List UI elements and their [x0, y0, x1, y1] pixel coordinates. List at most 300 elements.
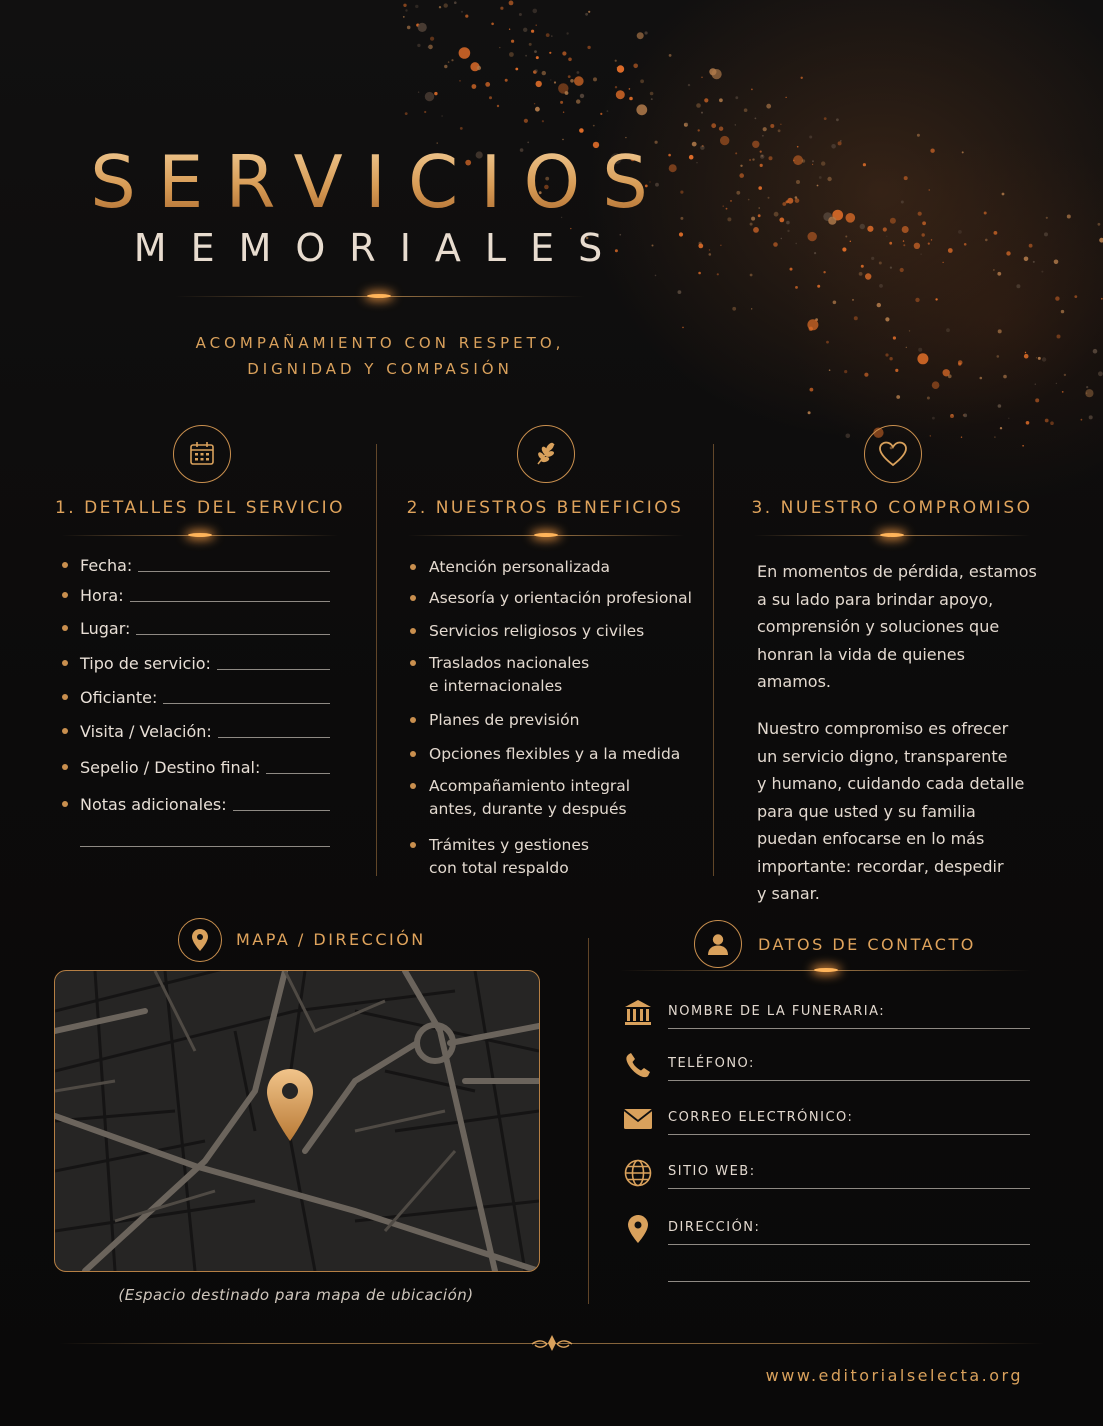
ember-particle — [701, 112, 703, 114]
ember-particle — [931, 239, 932, 240]
ember-particle — [428, 46, 430, 48]
ember-particle — [821, 161, 825, 165]
ember-particle — [817, 285, 820, 288]
ember-particle — [865, 273, 871, 279]
contact-row-telefono[interactable] — [620, 1048, 1030, 1088]
ember-particle — [546, 33, 550, 37]
ember-particle — [997, 355, 1000, 358]
field-label: Oficiante: — [80, 688, 158, 707]
ember-particle — [1000, 427, 1002, 429]
ember-particle — [633, 64, 638, 69]
ember-particle — [704, 98, 708, 102]
ember-particle — [460, 127, 463, 130]
ember-particle — [593, 125, 595, 127]
main-subtitle: MEMORIALES — [133, 226, 627, 270]
ember-particle — [963, 414, 967, 418]
ember-particle — [932, 381, 940, 389]
ember-particle — [574, 76, 584, 86]
field-label: Visita / Velación: — [80, 722, 212, 741]
ember-particle — [895, 369, 898, 372]
ember-particle — [812, 160, 814, 162]
benefit-text: antes, durante y después — [429, 800, 627, 818]
ember-particle — [838, 141, 842, 145]
section-divider-glow — [534, 533, 558, 537]
ember-particle — [896, 395, 900, 399]
ember-particle — [1085, 389, 1093, 397]
benefit-item — [410, 620, 719, 643]
ember-particle — [863, 163, 866, 166]
benefit-text: Asesoría y orientación profesional — [429, 589, 692, 607]
ember-particle — [536, 56, 539, 59]
field-label: Lugar: — [80, 619, 131, 638]
ember-particle — [918, 212, 922, 216]
ember-particle — [444, 3, 448, 7]
ember-particle — [889, 242, 892, 245]
ember-particle — [1035, 384, 1036, 385]
envelope-icon — [620, 1102, 656, 1136]
ember-particle — [1098, 223, 1101, 226]
ember-particle — [1044, 232, 1048, 236]
commitment-paragraph-2 — [757, 715, 1047, 908]
ember-particle — [795, 243, 797, 245]
location-pin-icon — [620, 1212, 656, 1246]
ember-particle — [448, 61, 450, 63]
ember-particle — [678, 290, 682, 294]
ember-particle — [1042, 357, 1046, 361]
map-placeholder[interactable] — [54, 970, 540, 1272]
ember-particle — [616, 90, 625, 99]
ember-particle — [787, 230, 789, 232]
ember-particle — [1062, 391, 1064, 393]
contact-label: SITIO WEB: — [668, 1164, 756, 1179]
field-sepelio[interactable] — [62, 758, 330, 777]
field-visita-velacion[interactable] — [62, 722, 330, 741]
ember-particle — [781, 238, 782, 239]
field-label: Notas adicionales: — [80, 795, 227, 814]
ember-particle — [549, 52, 551, 54]
ember-particle — [928, 243, 930, 245]
ember-particle — [859, 272, 863, 276]
ember-particle — [403, 4, 406, 7]
ember-particle — [1067, 215, 1071, 219]
field-input-line[interactable] — [130, 601, 330, 602]
globe-icon — [620, 1156, 656, 1190]
ember-particle — [461, 11, 463, 13]
ember-particle — [985, 239, 988, 242]
ember-particle — [1057, 335, 1061, 339]
ember-particle — [417, 44, 420, 47]
ember-particle — [509, 1, 514, 6]
ember-particle — [430, 37, 434, 41]
contact-input-line[interactable] — [668, 1188, 1030, 1189]
ember-particle — [774, 212, 779, 217]
ember-particle — [701, 77, 703, 79]
ember-particle — [439, 6, 441, 8]
ember-particle — [542, 71, 546, 75]
ember-particle — [778, 129, 781, 132]
ember-particle — [534, 69, 538, 73]
ember-particle — [845, 236, 847, 238]
ember-particle — [827, 177, 831, 181]
ember-particle — [824, 117, 827, 120]
field-lugar[interactable] — [62, 619, 330, 638]
ember-particle — [1064, 374, 1066, 376]
ember-particle — [750, 274, 753, 277]
map-pin-icon — [178, 918, 222, 962]
ember-particle — [786, 97, 787, 98]
contact-row-correo[interactable] — [620, 1102, 1030, 1142]
field-notas[interactable] — [62, 795, 330, 814]
ember-particle — [801, 77, 803, 79]
ember-particle — [685, 123, 688, 126]
ember-particle — [407, 26, 411, 30]
ember-particle — [885, 353, 888, 356]
ember-particle — [415, 5, 418, 8]
ember-particle — [491, 23, 494, 26]
ember-particle — [698, 272, 701, 275]
field-input-line[interactable] — [218, 737, 330, 738]
benefit-item — [410, 834, 719, 880]
paragraph-line: un servicio digno, transparente — [757, 746, 1008, 766]
field-input-line[interactable] — [266, 773, 330, 774]
ember-particle — [948, 248, 953, 253]
ember-particle — [1061, 310, 1064, 313]
ember-particle — [418, 92, 419, 93]
ember-particle — [826, 341, 829, 344]
ember-particle — [688, 84, 690, 86]
ember-particle — [719, 98, 723, 102]
benefit-item — [410, 709, 719, 732]
ember-particle — [1041, 271, 1043, 273]
ember-particle — [534, 50, 537, 53]
ember-particle — [883, 227, 887, 231]
website-link[interactable]: www.editorialselecta.org — [765, 1366, 1023, 1385]
benefit-text: Planes de previsión — [429, 711, 580, 729]
ember-particle — [640, 79, 644, 83]
ember-particle — [524, 119, 528, 123]
ember-particle — [709, 68, 716, 75]
commitment-paragraph-1 — [757, 558, 1047, 696]
field-input-line[interactable] — [136, 634, 330, 635]
ember-particle — [588, 11, 590, 13]
ember-particle — [529, 43, 532, 46]
ember-particle — [958, 363, 961, 366]
ember-particle — [1093, 349, 1098, 354]
ember-particle — [893, 336, 896, 339]
field-label: Fecha: — [80, 556, 133, 575]
benefit-item — [410, 587, 719, 610]
ember-particle — [961, 437, 962, 438]
ember-particle — [751, 308, 752, 309]
ember-particle — [645, 31, 648, 34]
ember-particle — [903, 240, 904, 241]
ember-particle — [1003, 375, 1007, 379]
section-divider-glow — [188, 533, 212, 537]
ember-particle — [852, 299, 854, 301]
ember-particle — [509, 52, 514, 57]
ember-particle — [607, 110, 609, 112]
contact-label: CORREO ELECTRÓNICO: — [668, 1110, 854, 1125]
ember-particle — [948, 374, 952, 378]
ember-particle — [786, 200, 789, 203]
ember-particle — [790, 268, 793, 271]
field-input-line[interactable] — [163, 703, 330, 704]
ember-particle — [565, 91, 569, 95]
benefit-text: Atención personalizada — [429, 558, 611, 576]
map-caption: (Espacio destinado para mapa de ubicación) — [118, 1286, 474, 1304]
field-input-line[interactable] — [233, 810, 330, 811]
ember-particle — [994, 231, 998, 235]
paragraph-line: comprensión y soluciones que — [757, 617, 1000, 636]
ember-particle — [914, 243, 920, 249]
paragraph-line: puedan enfocarse en lo más — [757, 829, 985, 848]
ember-particle — [669, 54, 672, 57]
ember-particle — [994, 436, 996, 438]
ember-particle — [929, 189, 930, 190]
ember-particle — [946, 328, 950, 332]
ember-particle — [636, 104, 647, 115]
field-tipo-servicio[interactable] — [62, 654, 330, 673]
ember-particle — [509, 29, 510, 30]
ember-particle — [823, 271, 825, 273]
ember-particle — [650, 92, 654, 96]
ember-particle — [1054, 260, 1059, 265]
ember-particle — [927, 397, 930, 400]
ember-particle — [935, 298, 937, 300]
ember-particle — [625, 137, 626, 138]
field-input-line[interactable] — [217, 669, 330, 670]
ember-particle — [1050, 421, 1054, 425]
field-input-line[interactable] — [138, 571, 330, 572]
ember-particle — [519, 13, 522, 16]
ember-particle — [585, 13, 588, 16]
ember-particle — [773, 242, 778, 247]
ember-particle — [566, 32, 568, 34]
benefit-text: Trámites y gestiones — [429, 836, 589, 854]
ember-particle — [871, 257, 874, 260]
ember-particle — [762, 135, 764, 137]
ember-particle — [477, 66, 481, 70]
ember-particle — [499, 47, 500, 48]
ember-particle — [1038, 357, 1041, 360]
ember-particle — [444, 65, 447, 68]
ember-particle — [542, 120, 544, 122]
ember-particle — [833, 301, 837, 305]
ember-particle — [568, 75, 571, 78]
ember-particle — [465, 15, 468, 18]
field-fecha[interactable] — [62, 556, 330, 575]
tagline-line-2: DIGNIDAD Y COMPASIÓN — [247, 360, 513, 378]
benefit-text: Servicios religiosos y civiles — [429, 622, 645, 640]
ember-particle — [1036, 357, 1037, 358]
ember-particle — [579, 128, 584, 133]
ember-particle — [515, 68, 518, 71]
ember-particle — [903, 244, 905, 246]
ember-particle — [809, 136, 812, 139]
contact-input-line[interactable] — [668, 1080, 1030, 1081]
ember-particle — [536, 25, 537, 26]
contact-row-funeraria[interactable] — [620, 996, 1030, 1036]
ember-particle — [1025, 352, 1026, 353]
ember-particle — [962, 151, 964, 153]
contact-divider-glow — [814, 968, 838, 972]
paragraph-line: para que usted y su familia — [757, 801, 976, 821]
ember-particle — [732, 307, 736, 311]
ember-particle — [717, 273, 719, 275]
ember-particle — [615, 86, 617, 88]
ember-particle — [984, 212, 987, 215]
ember-particle — [904, 176, 908, 180]
ember-particle — [812, 164, 813, 165]
ember-particle — [796, 180, 800, 184]
ember-particle — [1098, 371, 1103, 376]
field-hora[interactable] — [62, 586, 330, 605]
tagline-line-1: ACOMPAÑAMIENTO CON RESPETO, — [195, 334, 565, 352]
ember-particle — [451, 59, 453, 61]
ember-particle — [587, 46, 590, 49]
calendar-icon — [173, 425, 231, 483]
ember-particle — [909, 330, 910, 331]
ember-particle — [525, 55, 527, 57]
ember-particle — [787, 198, 793, 204]
ember-particle — [533, 9, 538, 14]
ember-particle — [879, 284, 883, 288]
ember-particle — [997, 272, 1001, 276]
ember-particle — [472, 84, 477, 89]
ember-particle — [842, 247, 846, 251]
ember-particle — [405, 9, 407, 11]
ember-particle — [1022, 445, 1024, 447]
ember-particle — [901, 201, 904, 204]
ember-particle — [505, 79, 508, 82]
ember-particle — [441, 115, 443, 117]
ember-particle — [403, 16, 405, 18]
ember-particle — [735, 96, 738, 99]
ember-particle — [819, 176, 822, 179]
ember-particle — [405, 112, 408, 115]
ember-particle — [902, 226, 909, 233]
field-label: Hora: — [80, 586, 124, 605]
ember-particle — [890, 267, 892, 269]
column-divider — [376, 444, 377, 876]
benefit-item — [410, 743, 719, 766]
ember-particle — [554, 81, 556, 83]
ember-particle — [828, 217, 836, 225]
ember-particle — [770, 124, 774, 128]
ember-particle — [560, 101, 563, 104]
ember-particle — [917, 353, 928, 364]
contact-input-line[interactable] — [668, 1028, 1030, 1029]
ember-particle — [536, 81, 542, 87]
address-extra-line[interactable] — [668, 1281, 1030, 1282]
contact-row-sitio-web[interactable] — [620, 1156, 1030, 1196]
ember-particle — [958, 230, 962, 234]
ember-particle — [454, 1, 457, 4]
ember-particle — [617, 67, 618, 68]
ember-particle — [850, 241, 851, 242]
ember-particle — [1006, 251, 1010, 255]
ember-particle — [629, 88, 631, 90]
ember-particle — [861, 265, 864, 268]
ember-particle — [751, 89, 753, 91]
notes-extra-line[interactable] — [80, 846, 330, 847]
ember-particle — [917, 134, 920, 137]
ember-particle — [1008, 418, 1009, 419]
ember-particle — [577, 71, 580, 74]
ember-particle — [755, 118, 757, 120]
benefit-text: Acompañamiento integral — [429, 777, 631, 795]
ember-particle — [719, 127, 721, 129]
ember-particle — [915, 298, 919, 302]
ember-particle — [1101, 298, 1103, 300]
ember-particle — [1089, 415, 1093, 419]
ember-particle — [744, 108, 748, 112]
contact-input-line[interactable] — [668, 1244, 1030, 1245]
ember-particle — [779, 218, 784, 223]
ember-particle — [930, 149, 934, 153]
paragraph-line: En momentos de pérdida, estamos — [757, 562, 1037, 581]
ember-particle — [930, 435, 931, 436]
ember-particle — [1074, 295, 1077, 298]
ember-particle — [485, 82, 490, 87]
section-title-commitment: 3. NUESTRO COMPROMISO — [751, 498, 1033, 518]
paragraph-line: y humano, cuidando cada detalle — [757, 774, 1025, 793]
heart-icon — [864, 425, 922, 483]
ember-particle — [434, 92, 437, 95]
ember-particle — [459, 47, 471, 59]
ember-particle — [698, 129, 700, 131]
ember-particle — [993, 269, 994, 270]
ember-particle — [617, 65, 624, 72]
ember-particle — [793, 160, 795, 162]
ember-particle — [793, 155, 803, 165]
ember-particle — [523, 28, 527, 32]
ember-particle — [459, 80, 460, 81]
ember-particle — [854, 316, 858, 320]
ember-particle — [760, 164, 763, 167]
benefit-text: Traslados nacionales — [429, 654, 590, 672]
ember-particle — [814, 252, 816, 254]
ember-particle — [844, 370, 847, 373]
ember-particle — [860, 224, 865, 229]
contact-input-line[interactable] — [668, 1134, 1030, 1135]
ember-particle — [1029, 244, 1033, 248]
ember-particle — [424, 111, 426, 113]
ember-particle — [763, 127, 767, 131]
ember-particle — [735, 124, 736, 125]
ember-particle — [810, 388, 814, 392]
ember-particle — [980, 377, 983, 380]
field-oficiante[interactable] — [62, 688, 330, 707]
ember-particle — [786, 221, 790, 225]
ember-particle — [1026, 421, 1030, 425]
ember-particle — [885, 317, 889, 321]
ember-particle — [534, 103, 535, 104]
laurel-icon — [517, 425, 575, 483]
ember-particle — [864, 373, 868, 377]
contact-row-direccion[interactable] — [620, 1212, 1030, 1252]
paragraph-line: honran la vida de quienes — [757, 644, 965, 664]
ember-particle — [535, 107, 540, 112]
field-label: Sepelio / Destino final: — [80, 758, 261, 777]
ember-particle — [1016, 284, 1020, 288]
ember-particle — [1081, 419, 1083, 421]
ember-particle — [637, 32, 644, 39]
tagline — [140, 330, 620, 382]
ember-particle — [551, 35, 553, 37]
ember-particle — [867, 226, 873, 232]
ember-particle — [511, 40, 514, 43]
